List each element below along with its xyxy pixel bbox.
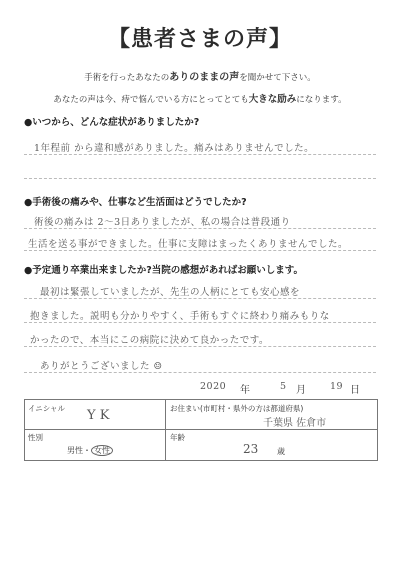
gender-male: 男性 [67, 446, 83, 455]
question-post-surgery: ●手術後の痛みや、仕事など生活面はどうでしたか? [24, 197, 247, 208]
answer-line [24, 228, 376, 229]
age-unit: 歳 [277, 447, 285, 456]
date-day-value: 19 [330, 381, 344, 392]
page-title: 【患者さまの声】 [107, 27, 292, 52]
address-label: お住まい(市町村・県外の方は都道府県) [170, 404, 304, 413]
date-month-value: 5 [280, 381, 287, 392]
date-day-label: 日 [350, 385, 360, 396]
date-row [200, 381, 376, 397]
answer-symptoms-line-1: 1年程前 から違和感がありました。痛みはありませんでした。 [34, 143, 315, 154]
question-impressions: ●予定通り卒業出来ましたか?当院の感想があればお願いします。 [24, 265, 304, 276]
answer-impressions-line-4: ありがとうございました ☺ [40, 361, 163, 372]
question-symptoms: ●いつから、どんな症状がありましたか? [24, 117, 200, 128]
answer-line [24, 178, 376, 179]
age-label: 年齢 [170, 433, 185, 442]
answer-impressions-line-1: 最初は緊張していましたが、先生の人柄にとても安心感を [40, 287, 301, 298]
answer-line [24, 372, 376, 373]
answer-impressions-line-2: 抱きました。説明も分かりやすく、手術もすぐに終わり痛みもりな [30, 311, 330, 322]
address-value: 千葉県 佐倉市 [263, 418, 327, 429]
age-value: 23 [243, 442, 259, 456]
date-month-label: 月 [296, 385, 306, 396]
answer-line [24, 322, 376, 323]
table-row-divider [25, 429, 377, 430]
gender-label: 性別 [28, 433, 43, 442]
respondent-info-table [24, 399, 378, 461]
answer-line [24, 154, 376, 155]
date-year-label: 年 [240, 385, 250, 396]
answer-post-surgery-line-2: 生活を送る事ができました。仕事に支障はまったくありませんでした。 [28, 239, 349, 250]
answer-line [24, 298, 376, 299]
initials-label: イニシャル [28, 404, 66, 413]
answer-impressions-line-3: かったので、本当にこの病院に決めて良かったです。 [30, 335, 270, 346]
date-year-value: 2020 [200, 381, 227, 392]
initials-value: Y K [87, 408, 110, 423]
table-column-divider [165, 400, 166, 460]
answer-line [24, 250, 376, 251]
intro-line-1: 手術を行ったあなたのありのままの声を聞かせて下さい。 [84, 72, 316, 83]
answer-post-surgery-line-1: 術後の痛みは 2〜3日ありましたが、私の場合は普段通り [34, 217, 291, 228]
gender-options: 男性・ 女性 [67, 445, 113, 456]
gender-female-circled: 女性 [91, 445, 113, 456]
answer-line [24, 346, 376, 347]
intro-line-2: あなたの声は今、痔で悩んでいる方にとってとても大きな励みになります。 [53, 94, 347, 105]
